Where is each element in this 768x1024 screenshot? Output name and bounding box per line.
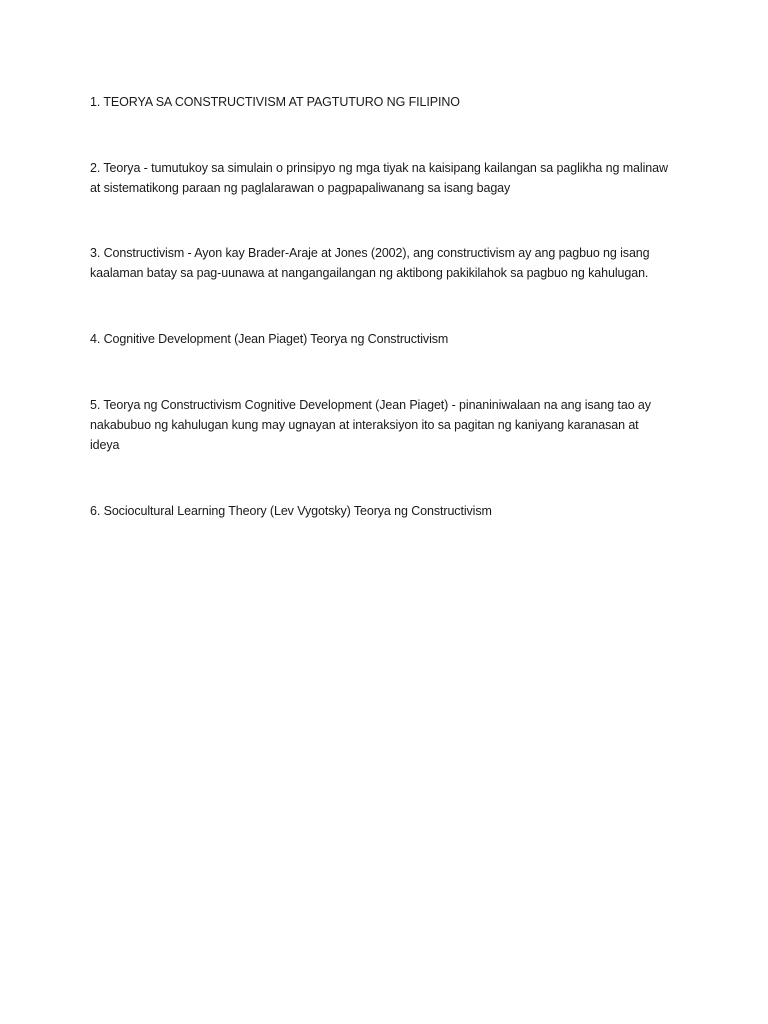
paragraph-teorya-definition: 2. Teorya - tumutukoy sa simulain o prinsipyo ng mga tiyak na kaisipang kailangan sa paglikha ng malinaw at sistematikong paraan ng paglalarawan o pagpapaliwanang sa isang bagay [90, 161, 668, 195]
paragraph-constructivism-definition: 3. Constructivism - Ayon kay Brader-Araje at Jones (2002), ang constructivism ay ang pagbuo ng isang kaalaman batay sa pag-uunawa at nangangailangan ng aktibong pakikilahok sa pagbuo ng kahulugan. [90, 246, 650, 280]
paragraph-title: 1. TEORYA SA CONSTRUCTIVISM AT PAGTUTURO NG FILIPINO [90, 95, 460, 109]
paragraph-cognitive-development: 4. Cognitive Development (Jean Piaget) Teorya ng Constructivism [90, 332, 449, 346]
paragraph-piaget-description: 5. Teorya ng Constructivism Cognitive Development (Jean Piaget) - pinaniniwalaan na ang isang tao ay nakabubuo ng kahulugan kung may ugnayan at interaksiyon ito sa pagitan ng kaniyang karanasan at ideya [90, 398, 651, 452]
paragraph-sociocultural-theory: 6. Sociocultural Learning Theory (Lev Vygotsky) Teorya ng Constructivism [90, 504, 492, 518]
